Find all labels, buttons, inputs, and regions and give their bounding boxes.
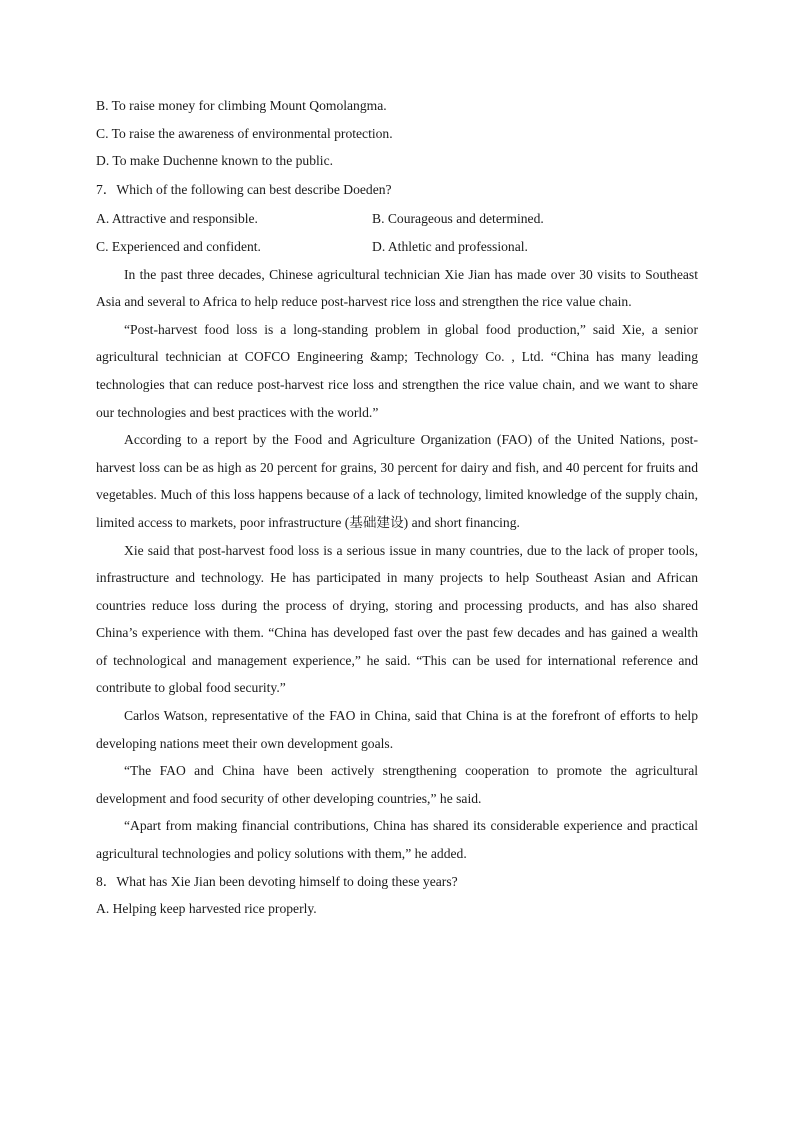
q7-option-b: B. Courageous and determined.: [372, 211, 544, 227]
q7-option-c: C. Experienced and confident.: [96, 238, 261, 254]
document-page: [96, 92, 698, 923]
passage-paragraph-4: Xie said that post-harvest food loss is a serious issue in many countries, due to the lack of proper tools, infrastructure and technology. He has participated in many projects to help Southeast Asian and African countries reduce loss during the process of drying, storing and processing products, and has also shared China’s experience with them. “China has developed fast over the past few decades and has gained a wealth of technological and management experience,” he said. “This can be used for international reference and contribute to global food security.”: [96, 542, 698, 696]
passage-paragraph-7: “Apart from making financial contributions, China has shared its considerable experience and practical agricultural technologies and policy solutions with them,” he added.: [96, 818, 698, 862]
q6-option-b: B. To raise money for climbing Mount Qomolangma.: [96, 98, 387, 113]
q8-option-a: A. Helping keep harvested rice properly.: [96, 901, 317, 917]
q7-option-a: A. Attractive and responsible.: [96, 211, 258, 227]
q7-option-d: D. Athletic and professional.: [372, 238, 528, 254]
q7-stem: 7．Which of the following can best describe Doeden?: [96, 181, 392, 197]
passage-paragraph-1: In the past three decades, Chinese agricultural technician Xie Jian has made over 30 visits to Southeast Asia and several to Africa to help reduce post-harvest rice loss and strengthen the rice value chain.: [96, 266, 698, 310]
passage-paragraph-6: “The FAO and China have been actively strengthening cooperation to promote the agricultural development and food security of other developing countries,” he said.: [96, 763, 698, 806]
q6-option-d: D. To make Duchenne known to the public.: [96, 153, 334, 169]
q6-option-c: C. To raise the awareness of environmental protection.: [96, 125, 393, 141]
q8-stem: 8．What has Xie Jian been devoting himself to doing these years?: [96, 873, 458, 889]
passage-paragraph-2: “Post-harvest food loss is a long-standing problem in global food production,” said Xie, a senior agricultural technician at COFCO Engineering &amp; Technology Co. , Ltd. “China has many leading technologies that can reduce post-harvest rice loss and strengthen the rice value chain, and we want to share our technologies and best practices with the world.”: [96, 321, 698, 420]
q7-options-row-1: [96, 205, 698, 233]
q7-options-row-2: [96, 233, 698, 261]
passage-paragraph-3: According to a report by the Food and Agriculture Organization (FAO) of the United Nations, post-harvest loss can be as high as 20 percent for grains, 30 percent for dairy and fish, and 40 percent for fruits and vegetables. Much of this loss happens because of a lack of technology, limited knowledge of the supply chain, limited access to markets, poor infrastructure (基础建设) and short financing.: [96, 432, 698, 530]
passage-paragraph-5: Carlos Watson, representative of the FAO in China, said that China is at the forefront of efforts to help developing nations meet their own development goals.: [96, 708, 698, 751]
